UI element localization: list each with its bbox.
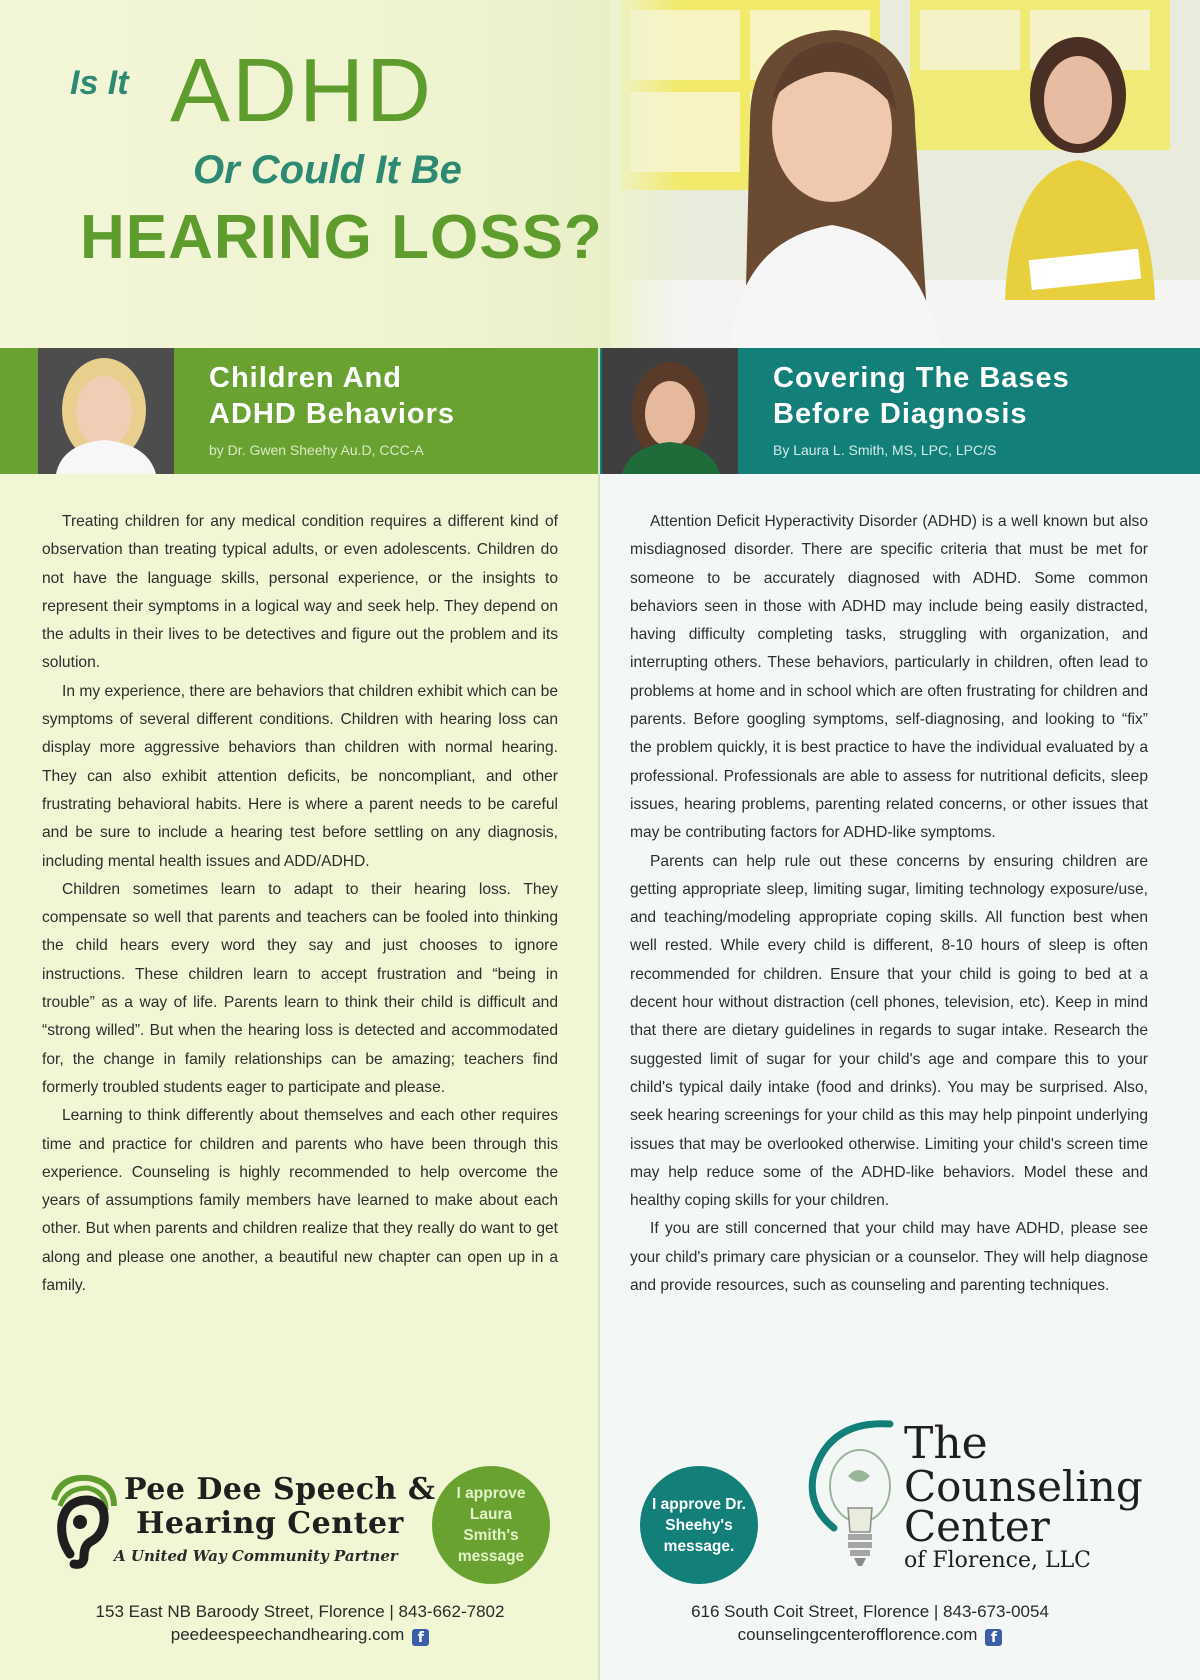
left-website-line [50, 1623, 550, 1646]
right-article-title-line2: Before Diagnosis [773, 398, 1028, 430]
column-divider [598, 348, 600, 1680]
right-paragraph-1: Attention Deficit Hyperactivity Disorder (ADHD) is a well known but also misdiagnosed disorder. There are specific criteria that must be met for someone to be accurately diagnosed with ADHD. Some common behaviors seen in those with ADHD may include being easily distracted, having difficulty completing tasks, struggling with organization, and interrupting others. These behaviors, particularly in children, often lead to problems at home and in school which are often frustrating for children and parents. Before googling symptoms, self-diagnosing, and looking to “fix” the problem quickly, it is best practice to have the individual evaluated by a professional. Professionals are able to assess for nutritional deficits, sleep issues, hearing problems, parenting related concerns, or other issues that may be contributing factors for ADHD-like symptoms. [630, 513, 1148, 842]
right-paragraph-2: Parents can help rule out these concerns by ensuring children are getting appropriate sleep, limiting sugar, limiting technology exposure/use, and teaching/modeling appropriate coping skills. All function best when well rested. While every child is different, 8-10 hours of sleep is often recommended for children. Ensure that your child is going to bed at a decent hour without distraction (cell phones, television, etc). Keep in mind that there are dietary guidelines in regards to sugar intake. Research the suggested limit of sugar for your child's age and compare this to your child's typical daily intake (food and drinks). You may be surprised. Also, seek hearing screenings for your child as this may help pinpoint underlying issues that may be overlooked otherwise. Limiting your child's screen time may help reduce some of the ADHD-like behaviors. Model these and healthy coping skills for your children. [630, 852, 1148, 1210]
left-paragraph-1: Treating children for any medical condition requires a different kind of observation than treating typical adults, or even adolescents. Children do not have the language skills, personal experience, or the insights to represent their symptoms in a logical way and seek help. They depend on the adults in their lives to be detectives and figure out the problem and its solution. [42, 513, 558, 672]
left-article-byline: by Dr. Gwen Sheehy Au.D, CCC-A [209, 442, 424, 458]
pee-dee-name-line2: Hearing Center [136, 1506, 404, 1541]
right-website[interactable]: counselingcenterofflorence.com [737, 1625, 978, 1644]
pee-dee-tagline: A United Way Community Partner [114, 1547, 398, 1565]
author-photo-laura-smith [602, 348, 738, 474]
headline-adhd: ADHD [170, 41, 434, 141]
approval-badge-left: I approve Laura Smith's message [432, 1466, 550, 1584]
counseling-center-florence: of Florence, LLC [904, 1548, 1092, 1573]
pee-dee-name-line1: Pee Dee Speech & [124, 1472, 436, 1507]
left-article-header [0, 348, 598, 474]
left-paragraph-2: In my experience, there are behaviors that children exhibit which can be symptoms of several different conditions. Children with hearing loss can display more aggressive behaviors than children with normal hearing. They can also exhibit attention deficits, be noncompliant, and other frustrating behavioral habits. Here is where a parent needs to be careful and be sure to include a hearing test before settling on any diagnosis, including mental health issues and ADD/ADHD. [42, 682, 558, 870]
right-article-byline: By Laura L. Smith, MS, LPC, LPC/S [773, 442, 997, 458]
counseling-center-center: Center [904, 1502, 1050, 1551]
headline-hearing-loss: HEARING LOSS? [80, 203, 603, 272]
right-article-body [630, 508, 1148, 1300]
right-contact [640, 1600, 1100, 1646]
hero-photo-girl-and-mother [610, 0, 1200, 348]
facebook-icon[interactable]: f [412, 1629, 429, 1646]
left-website[interactable]: peedeespeechandhearing.com [170, 1625, 405, 1644]
right-address: 616 South Coit Street, Florence | 843-673-0054 [691, 1602, 1049, 1621]
left-address: 153 East NB Baroody Street, Florence | 843-662-7802 [95, 1602, 505, 1621]
left-contact [50, 1600, 550, 1646]
ear-logo-icon [40, 1470, 124, 1570]
right-paragraph-3: If you are still concerned that your child may have ADHD, please see your child's primary care physician or a counselor. They will help diagnose and provide resources, such as counseling and parenting techniques. [630, 1220, 1148, 1295]
right-website-line [640, 1623, 1100, 1646]
counseling-center-the: The [904, 1418, 988, 1469]
left-article-title-line2: ADHD Behaviors [209, 398, 456, 430]
left-article-title-line1: Children And [209, 362, 402, 394]
left-article-body [42, 508, 558, 1300]
counseling-center-counseling: Counseling [904, 1462, 1143, 1511]
lightbulb-logo-icon [800, 1416, 910, 1576]
headline-is-it: Is It [70, 64, 129, 102]
left-paragraph-4: Learning to think differently about themselves and each other requires time and practice for children and parents who have been through this experience. Counseling is highly recommended to help overcome the years of assumptions family members have learned to make about each other. But when parents and children realize that they really do want to get along and please one another, a beautiful new chapter can open up in a family. [42, 1107, 558, 1295]
author-photo-gwen-sheehy [38, 348, 174, 474]
approval-badge-right: I approve Dr. Sheehy's message. [640, 1466, 758, 1584]
headline-or-could-it-be: Or Could It Be [193, 148, 462, 192]
right-article-title-line1: Covering The Bases [773, 362, 1070, 394]
left-paragraph-3: Children sometimes learn to adapt to their hearing loss. They compensate so well that parents and teachers can be fooled into thinking the child hears every word they say and just chooses to ignore instructions. These children learn to accept frustration and “being in trouble” as a way of life. Parents learn to think their child is difficult and “strong willed”. But when the hearing loss is detected and accommodated for, the change in family relationships can be amazing; teachers find formerly troubled students eager to participate and please. [42, 880, 558, 1096]
hero-banner [0, 0, 1200, 348]
facebook-icon[interactable]: f [985, 1629, 1002, 1646]
right-article-header [600, 348, 1200, 474]
